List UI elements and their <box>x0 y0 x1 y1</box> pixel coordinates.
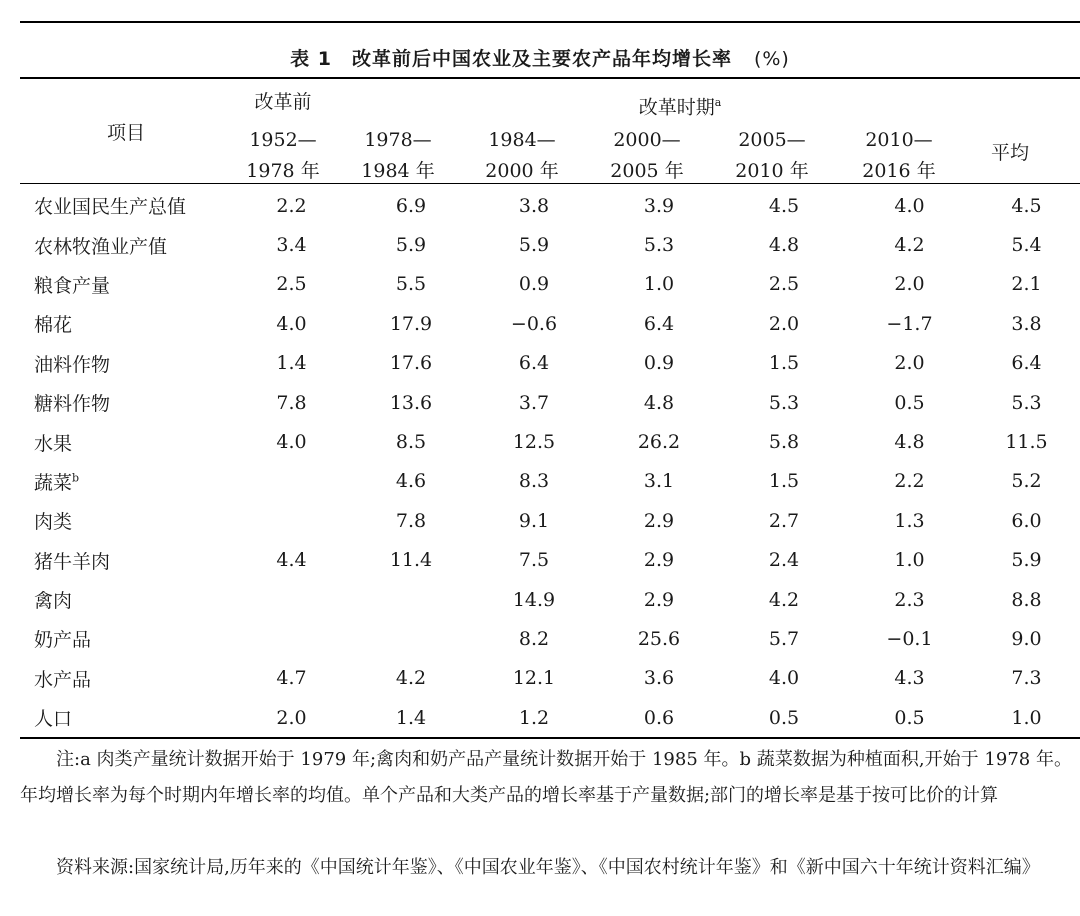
cell-value: 17.9 <box>389 312 433 335</box>
cell-value: 2.4 <box>768 549 800 572</box>
table-row <box>20 344 1080 383</box>
cell-value: 6.4 <box>643 312 675 335</box>
row-label <box>20 501 233 540</box>
table-row <box>20 304 1080 343</box>
row-label-text: 粮食产量 <box>34 274 111 297</box>
cell-value: 1.5 <box>768 352 800 375</box>
table-row <box>20 225 1080 264</box>
cell-value: 4.2 <box>894 234 925 257</box>
cell-value: 17.6 <box>389 352 433 375</box>
row-label-text: 糖料作物 <box>34 393 111 416</box>
cell-value: 0.5 <box>768 706 800 729</box>
cell-value: 2.0 <box>894 352 925 375</box>
header-pre-reform: 改革前 <box>254 91 312 113</box>
cell-value: 11.5 <box>1005 431 1048 454</box>
cell-value: 2.5 <box>276 273 307 296</box>
cell-value: 5.4 <box>1011 234 1042 257</box>
table-row <box>20 541 1080 580</box>
cell-value: 4.8 <box>768 234 800 257</box>
cell-value: 8.2 <box>518 627 550 650</box>
table-row <box>20 186 1080 225</box>
cell-value: 6.4 <box>518 352 550 375</box>
cell-value: 4.2 <box>768 588 800 611</box>
header-col-l1: 1984— <box>488 129 556 151</box>
header-col-l1: 1952— <box>249 129 317 151</box>
cell-value: 12.1 <box>512 667 556 690</box>
header-col-l1: 1978— <box>364 129 432 151</box>
cell-value: 5.9 <box>395 234 427 257</box>
row-label <box>20 580 233 619</box>
cell-value: 0.5 <box>894 391 925 414</box>
cell-value: 4.5 <box>1011 194 1042 217</box>
cell-value: −1.7 <box>886 312 933 335</box>
header-reform-period-sup: a <box>714 96 722 109</box>
cell-value: 1.4 <box>395 706 427 729</box>
table-source: 资料来源:国家统计局,历年来的《中国统计年鉴》、《中国农业年鉴》、《中国农村统计年鉴》和《新中国六十年统计资料汇编》 <box>56 857 1040 878</box>
header-col-l2: 2000 年 <box>485 160 559 182</box>
header-col-1984-2000 <box>461 125 583 187</box>
row-label <box>20 541 233 580</box>
table-unit: (%) <box>753 48 790 70</box>
cell-value: 3.7 <box>518 391 550 414</box>
cell-value: 1.0 <box>643 273 675 296</box>
table-row <box>20 580 1080 619</box>
cell-value: 2.7 <box>768 509 800 532</box>
cell-value: 4.0 <box>768 667 800 690</box>
row-label <box>20 383 233 422</box>
cell-value: 2.2 <box>894 470 925 493</box>
cell-value: 4.4 <box>276 549 307 572</box>
cell-value <box>350 619 472 658</box>
cell-value: 7.8 <box>395 509 427 532</box>
header-col-1952-1978 <box>222 125 344 187</box>
header-col-l2: 1984 年 <box>361 160 435 182</box>
cell-value: 9.0 <box>1011 627 1042 650</box>
cell-value <box>233 619 350 658</box>
cell-value: 4.0 <box>894 194 925 217</box>
cell-value: 1.2 <box>518 706 550 729</box>
row-label <box>20 462 233 501</box>
table-row <box>20 659 1080 698</box>
header-col-l1: 2000— <box>613 129 681 151</box>
cell-value: 5.9 <box>1011 549 1042 572</box>
cell-value: 2.3 <box>894 588 925 611</box>
cell-value <box>233 580 350 619</box>
cell-value: 4.7 <box>276 667 307 690</box>
table-note: 注:a 肉类产量统计数据开始于 1979 年;禽肉和奶产品产量统计数据开始于 1985 年。b 蔬菜数据为种植面积,开始于 1978 年。年均增长率为每个时期内年增长率的均值。单个产品和大类产品的增长率基于产量数据;部门的增长率是基于按可比价的计算 <box>20 749 1072 806</box>
table-row <box>20 501 1080 540</box>
cell-value: 5.7 <box>768 627 800 650</box>
cell-value: 1.0 <box>1011 706 1042 729</box>
cell-value: 2.9 <box>643 549 675 572</box>
row-label-text: 水产品 <box>34 668 92 691</box>
cell-value: 8.8 <box>1011 588 1042 611</box>
cell-value: 5.3 <box>1011 391 1042 414</box>
row-label-text: 油料作物 <box>34 353 111 376</box>
header-top-rule <box>20 77 1080 79</box>
row-label <box>20 422 233 461</box>
bottom-rule <box>20 737 1080 739</box>
row-label <box>20 304 233 343</box>
cell-value: 2.0 <box>894 273 925 296</box>
header-col-l1: 2005— <box>738 129 806 151</box>
cell-value: 12.5 <box>512 431 556 454</box>
cell-value: 7.8 <box>276 391 307 414</box>
cell-value: 3.8 <box>1011 312 1042 335</box>
header-col-l2: 2005 年 <box>610 160 684 182</box>
row-label-sup: b <box>72 471 80 485</box>
header-col-l2: 2010 年 <box>735 160 809 182</box>
cell-value: 2.0 <box>276 706 307 729</box>
cell-value: 7.3 <box>1011 667 1042 690</box>
header-col-l1: 2010— <box>865 129 933 151</box>
row-label-text: 蔬菜 <box>34 471 73 494</box>
header-item: 项目 <box>106 122 145 144</box>
row-label-text: 农林牧渔业产值 <box>34 235 168 258</box>
header-col-2010-2016 <box>838 125 960 187</box>
cell-value: 9.1 <box>518 509 550 532</box>
cell-value: 2.5 <box>768 273 800 296</box>
cell-value: 1.3 <box>894 509 925 532</box>
row-label-text: 棉花 <box>34 314 73 337</box>
cell-value: 5.9 <box>518 234 550 257</box>
table-title-text: 表 1 改革前后中国农业及主要农产品年均增长率 <box>290 48 732 70</box>
cell-value: 5.8 <box>768 431 800 454</box>
table-row <box>20 619 1080 658</box>
cell-value: 4.6 <box>395 470 427 493</box>
header-reform-period <box>590 87 770 123</box>
cell-value: 3.6 <box>643 667 675 690</box>
row-label-text: 肉类 <box>34 511 73 534</box>
cell-value: 8.3 <box>518 470 550 493</box>
header-col-1978-1984 <box>337 125 459 187</box>
cell-value: 6.0 <box>1011 509 1042 532</box>
row-label <box>20 619 233 658</box>
cell-value: 0.9 <box>518 273 550 296</box>
data-table <box>20 186 1080 737</box>
cell-value: 8.5 <box>395 431 427 454</box>
row-label <box>20 265 233 304</box>
header-col-l2: 1978 年 <box>246 160 320 182</box>
header-col-2000-2005 <box>586 125 708 187</box>
cell-value: 1.5 <box>768 470 800 493</box>
cell-value: 4.0 <box>276 312 307 335</box>
header-col-2005-2010 <box>711 125 833 187</box>
row-label-text: 奶产品 <box>34 629 92 652</box>
cell-value <box>233 462 350 501</box>
cell-value: 5.2 <box>1011 470 1042 493</box>
cell-value: 2.9 <box>643 509 675 532</box>
table-row <box>20 422 1080 461</box>
cell-value: 4.2 <box>395 667 427 690</box>
cell-value: 4.0 <box>276 431 307 454</box>
top-rule <box>20 21 1080 23</box>
cell-value: 3.9 <box>643 194 675 217</box>
header-reform-period-text: 改革时期 <box>638 96 715 119</box>
cell-value: 0.9 <box>643 352 675 375</box>
cell-value: 13.6 <box>389 391 433 414</box>
row-label <box>20 659 233 698</box>
row-label-text: 猪牛羊肉 <box>34 550 111 573</box>
table-title <box>0 44 1080 71</box>
cell-value: 6.9 <box>395 194 427 217</box>
row-label <box>20 186 233 225</box>
cell-value: 4.8 <box>643 391 675 414</box>
cell-value: 4.8 <box>894 431 925 454</box>
cell-value <box>350 580 472 619</box>
cell-value: 26.2 <box>637 431 681 454</box>
cell-value: 4.3 <box>894 667 925 690</box>
cell-value: 2.0 <box>768 312 800 335</box>
table-row <box>20 383 1080 422</box>
cell-value: 4.5 <box>768 194 800 217</box>
table-body <box>20 186 1080 737</box>
row-label <box>20 344 233 383</box>
row-label <box>20 698 233 737</box>
row-label-text: 人口 <box>34 708 73 731</box>
cell-value: 2.1 <box>1011 273 1042 296</box>
header-bottom-rule <box>20 183 1080 184</box>
cell-value: 6.4 <box>1011 352 1042 375</box>
cell-value: 1.0 <box>894 549 925 572</box>
header-average: 平均 <box>990 142 1029 164</box>
cell-value <box>233 501 350 540</box>
header-col-l2: 2016 年 <box>862 160 936 182</box>
cell-value: 2.9 <box>643 588 675 611</box>
table-row <box>20 265 1080 304</box>
cell-value: 5.5 <box>395 273 427 296</box>
cell-value: 3.4 <box>276 234 307 257</box>
cell-value: 2.2 <box>276 194 307 217</box>
cell-value: 0.6 <box>643 706 675 729</box>
cell-value: 3.8 <box>518 194 550 217</box>
cell-value: 7.5 <box>518 549 550 572</box>
table-row <box>20 698 1080 737</box>
cell-value: 0.5 <box>894 706 925 729</box>
cell-value: −0.6 <box>510 312 558 335</box>
row-label <box>20 225 233 264</box>
cell-value: 1.4 <box>276 352 307 375</box>
cell-value: −0.1 <box>886 627 933 650</box>
cell-value: 14.9 <box>512 588 556 611</box>
row-label-text: 农业国民生产总值 <box>34 196 187 219</box>
table-row <box>20 462 1080 501</box>
cell-value: 3.1 <box>643 470 675 493</box>
row-label-text: 禽肉 <box>34 590 73 613</box>
cell-value: 11.4 <box>389 549 433 572</box>
row-label-text: 水果 <box>34 432 73 455</box>
cell-value: 5.3 <box>768 391 800 414</box>
cell-value: 5.3 <box>643 234 675 257</box>
cell-value: 25.6 <box>637 627 681 650</box>
